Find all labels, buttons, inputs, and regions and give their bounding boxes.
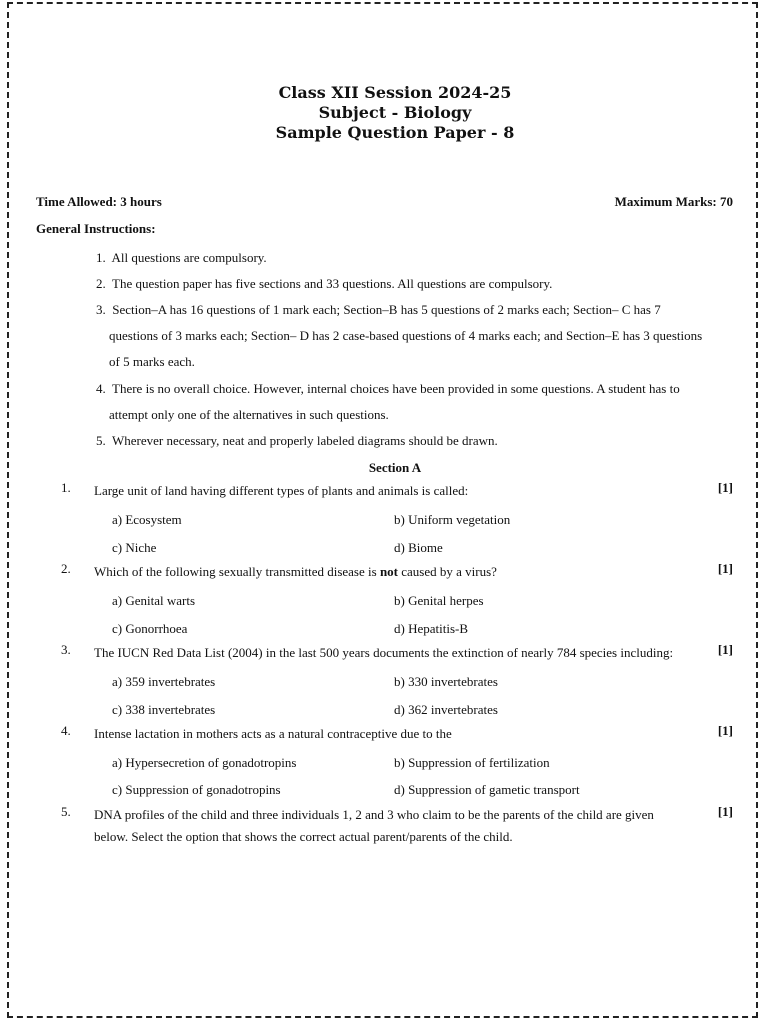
question-marks: [1]	[717, 642, 733, 657]
question-number: 5.	[61, 804, 71, 819]
general-instructions-label: General Instructions:	[36, 221, 156, 236]
header-paper-title: Sample Question Paper - 8	[275, 123, 515, 142]
question-text	[94, 561, 706, 583]
option-d[interactable]: d) 362 invertebrates	[394, 702, 498, 717]
question-marks: [1]	[717, 804, 733, 819]
question-number: 4.	[61, 723, 71, 738]
maximum-marks: Maximum Marks: 70	[614, 194, 733, 209]
question-number: 3.	[61, 642, 71, 657]
instruction-text: Section–A has 16 questions of 1 mark each; Section–B has 5 questions of 2 marks each; Section– C has 7	[112, 302, 661, 317]
question-marks: [1]	[717, 480, 733, 495]
question-row	[0, 804, 768, 848]
instruction-text: There is no overall choice. However, internal choices have been provided in some questions. A student has to	[112, 381, 680, 396]
question-row	[0, 723, 768, 745]
option-c[interactable]: c) Suppression of gonadotropins	[112, 782, 281, 797]
question-text: Large unit of land having different types of plants and animals is called:	[94, 483, 469, 498]
instruction-number: 3.	[96, 302, 106, 317]
instruction-text-continued: questions of 3 marks each; Section– D has 2 case-based questions of 4 marks each; and Section–E has 3 questions	[109, 328, 703, 343]
question-number: 1.	[61, 480, 71, 495]
question-text	[94, 804, 706, 848]
question-text-part: caused by a virus?	[398, 564, 497, 579]
instruction-item	[96, 428, 736, 454]
instruction-item	[96, 271, 736, 297]
instruction-text-continued: attempt only one of the alternatives in such questions.	[109, 407, 389, 422]
question-row	[0, 480, 768, 502]
instruction-number: 2.	[96, 276, 106, 291]
option-c[interactable]: c) Niche	[112, 540, 157, 555]
option-d[interactable]: d) Hepatitis-B	[394, 621, 469, 636]
instruction-number: 5.	[96, 433, 106, 448]
question-marks: [1]	[717, 561, 733, 576]
question-text-part: Which of the following sexually transmitted disease is	[94, 564, 380, 579]
instruction-item	[96, 376, 736, 428]
instruction-number: 4.	[96, 381, 106, 396]
option-a[interactable]: a) 359 invertebrates	[112, 674, 216, 689]
option-a[interactable]: a) Hypersecretion of gonadotropins	[112, 755, 297, 770]
header-class-session: Class XII Session 2024-25	[278, 83, 512, 102]
question-row	[0, 642, 768, 664]
section-title: Section A	[368, 460, 422, 475]
instruction-text: The question paper has five sections and 33 questions. All questions are compulsory.	[112, 276, 553, 291]
paper-header	[0, 83, 768, 143]
question-text: The IUCN Red Data List (2004) in the last 500 years documents the extinction of nearly 784 species including:	[94, 645, 674, 660]
instruction-text-continued: of 5 marks each.	[109, 354, 195, 369]
option-c[interactable]: c) Gonorrhoea	[112, 621, 188, 636]
option-a[interactable]: a) Ecosystem	[112, 512, 182, 527]
option-c[interactable]: c) 338 invertebrates	[112, 702, 216, 717]
question-text: Intense lactation in mothers acts as a natural contraceptive due to the	[94, 726, 452, 741]
question-number: 2.	[61, 561, 71, 576]
question-text-line: DNA profiles of the child and three individuals 1, 2 and 3 who claim to be the parents of the child are given	[94, 807, 654, 822]
option-b[interactable]: b) Uniform vegetation	[394, 512, 511, 527]
option-a[interactable]: a) Genital warts	[112, 593, 196, 608]
instruction-number: 1.	[96, 250, 106, 265]
question-text-line: below. Select the option that shows the correct actual parent/parents of the child.	[94, 829, 513, 844]
instruction-text: All questions are compulsory.	[111, 250, 267, 265]
option-b[interactable]: b) 330 invertebrates	[394, 674, 498, 689]
question-row	[0, 561, 768, 583]
instruction-text: Wherever necessary, neat and properly labeled diagrams should be drawn.	[112, 433, 498, 448]
option-d[interactable]: d) Suppression of gametic transport	[394, 782, 580, 797]
option-b[interactable]: b) Genital herpes	[394, 593, 484, 608]
question-marks: [1]	[717, 723, 733, 738]
question-text-emphasis: not	[379, 564, 398, 579]
instruction-item	[96, 297, 736, 375]
page-border	[7, 2, 758, 1018]
instruction-item	[96, 245, 736, 271]
option-b[interactable]: b) Suppression of fertilization	[394, 755, 550, 770]
time-allowed: Time Allowed: 3 hours	[36, 194, 162, 209]
header-subject: Subject - Biology	[318, 103, 472, 122]
option-d[interactable]: d) Biome	[394, 540, 443, 555]
